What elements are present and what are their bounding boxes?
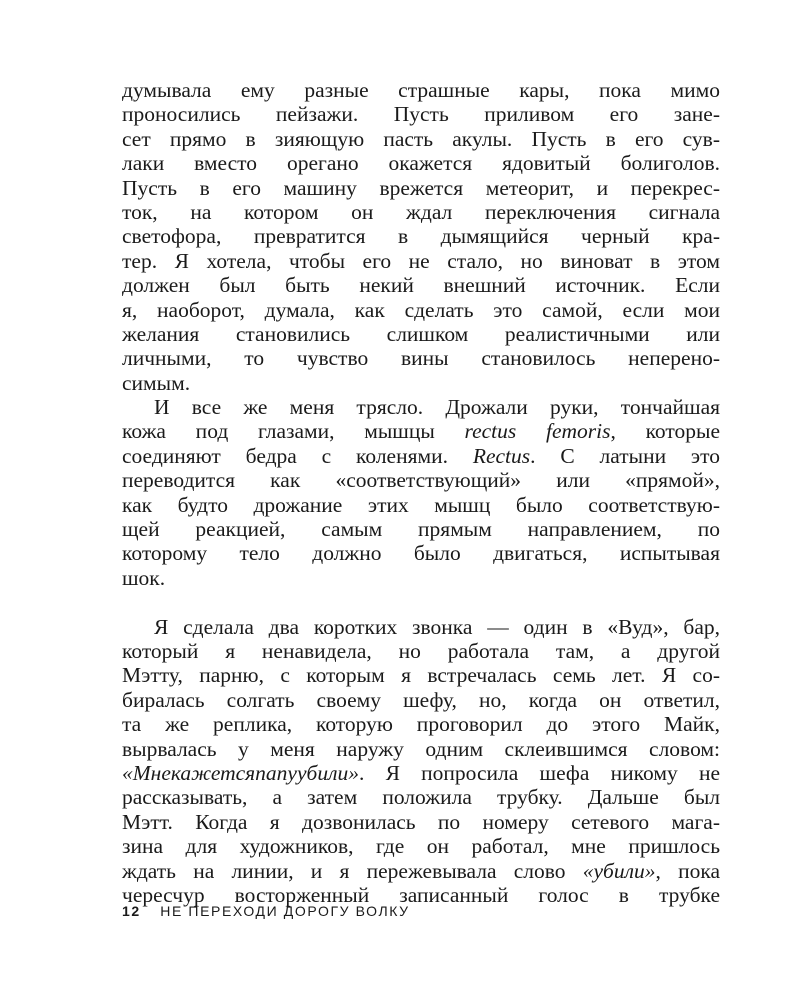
text-run: кожа под глазами, мышцы (122, 419, 465, 444)
text-line: та же реплика, которую проговорил до этого Майк, (122, 712, 720, 737)
text-line: И все же меня трясло. Дрожали руки, тончайшая (154, 395, 720, 420)
text-line: Я сделала два коротких звонка — один в «Вуд», бар, (154, 614, 720, 639)
section-break (122, 590, 720, 614)
paragraph-3 (122, 615, 720, 908)
text-line: которому тело должно было двигаться, испытывая (122, 541, 720, 566)
text-line: светофора, превратится в дымящийся черный кра- (122, 224, 720, 249)
text-line: щей реакцией, самым прямым направлением, по (122, 517, 720, 542)
text-line: Мэтт. Когда я дозвонилась по номеру сетевого мага- (122, 809, 720, 834)
text-line: биралась солгать своему шефу, но, когда он ответил, (122, 687, 720, 712)
text-line: должен был быть некий внешний источник. Если (122, 273, 720, 298)
text-line: сет прямо в зияющую пасть акулы. Пусть в его сув- (122, 126, 720, 151)
latin-term: rectus femoris (464, 419, 611, 444)
latin-term: Rectus (472, 443, 531, 468)
paragraph-2 (122, 395, 720, 590)
text-line: симым. (122, 370, 191, 395)
text-line: как будто дрожание этих мышц было соответствую- (122, 492, 720, 517)
text-line: чересчур восторженный записанный голос в трубке (122, 882, 720, 907)
text-run: ждать на линии, и я пережевывала слово (122, 858, 583, 883)
text-line: Пусть в его машину врежется метеорит, и перекрес- (122, 175, 720, 200)
text-line (122, 859, 720, 883)
text-run: , которые (610, 419, 721, 444)
text-line (122, 419, 720, 443)
text-line: Мэтту, парню, с которым я встречалась семь лет. Я со- (122, 663, 720, 688)
text-line: думывала ему разные страшные кары, пока мимо (122, 78, 720, 102)
text-line: вырвалась у меня наружу одним склеившимся словом: (122, 736, 720, 761)
text-line: зина для художников, где он работал, мне пришлось (122, 834, 720, 859)
text-line: желания становились слишком реалистичными или (122, 321, 720, 346)
text-run: . С латыни это (530, 443, 721, 468)
text-line: личными, то чувство вины становилось неперено- (122, 346, 720, 371)
text-run: . Я попросила шефа никому не (358, 760, 720, 785)
text-line: лаки вместо орегано окажется ядовитый болиголов. (122, 151, 720, 176)
text-line (122, 761, 720, 785)
text-line: переводится как «соответствующий» или «прямой», (122, 468, 720, 493)
text-line: тер. Я хотела, чтобы его не стало, но виноват в этом (122, 248, 720, 273)
text-line: который я ненавидела, но работала там, а другой (122, 638, 720, 663)
paragraph-1 (122, 78, 720, 395)
text-line: ток, на котором он ждал переключения сигнала (122, 199, 720, 224)
italic-phrase: «убили» (582, 858, 656, 883)
text-run: , пока (655, 858, 720, 883)
text-line: проносились пейзажи. Пусть приливом его зане- (122, 102, 720, 127)
page-body (122, 78, 720, 907)
text-run: соединяют бедра с коленями. (122, 443, 473, 468)
italic-phrase: «Мнекажетсяпапуубили» (122, 760, 359, 785)
page-number: 12 (122, 903, 141, 919)
page-footer (122, 903, 410, 919)
text-line (122, 444, 720, 468)
text-line: рассказывать, а затем положила трубку. Дальше был (122, 785, 720, 810)
text-line: шок. (122, 565, 166, 590)
running-title: НЕ ПЕРЕХОДИ ДОРОГУ ВОЛКУ (160, 903, 410, 919)
text-line: я, наоборот, думала, как сделать это самой, если мои (122, 297, 720, 322)
